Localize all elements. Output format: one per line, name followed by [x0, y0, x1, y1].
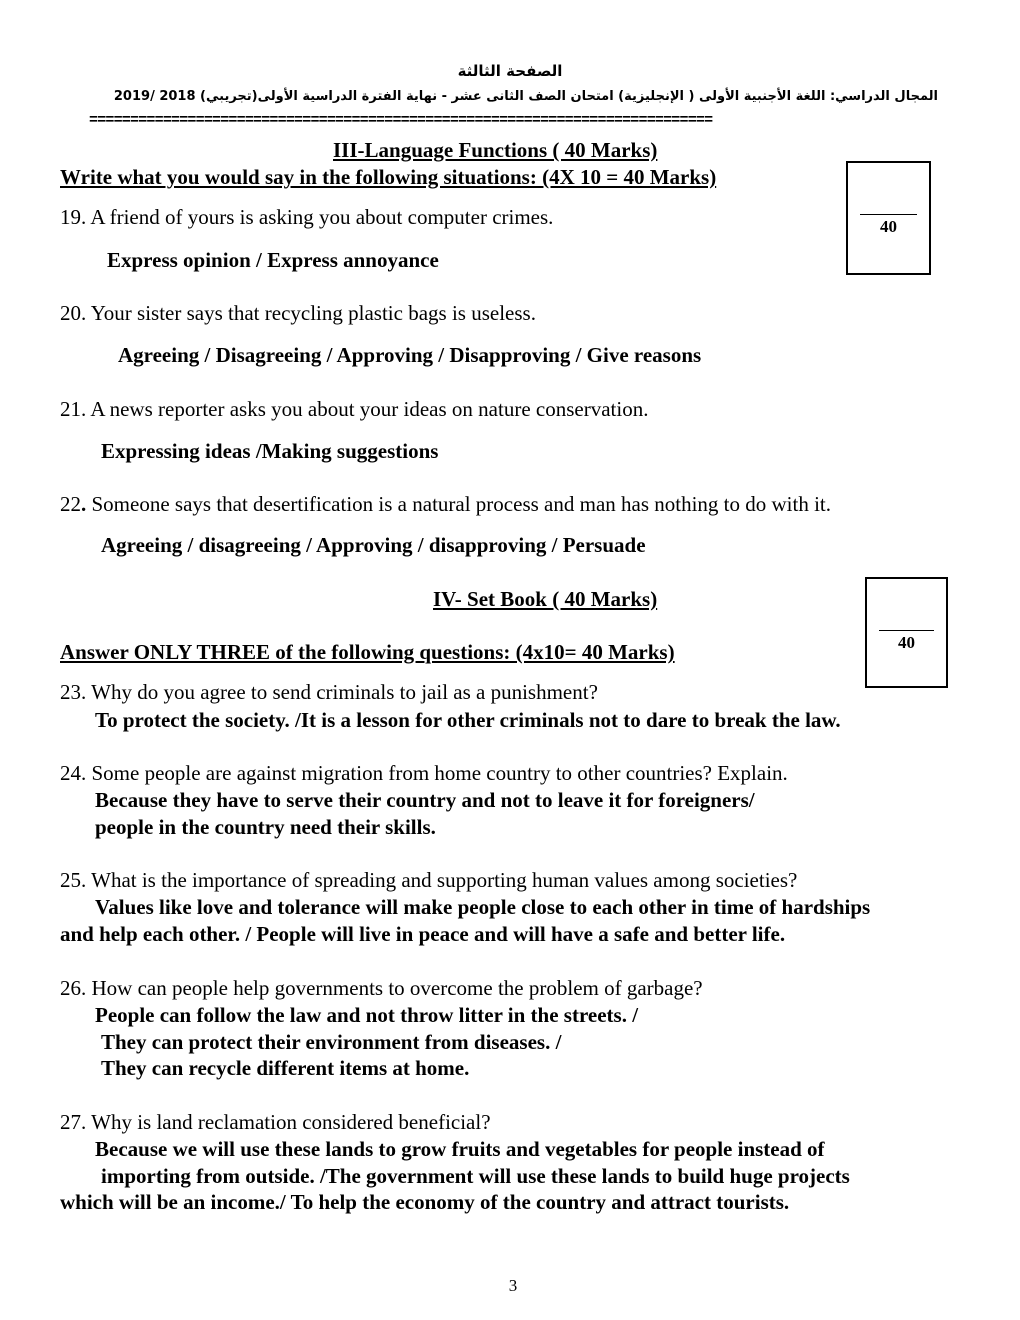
section-3-score-box	[846, 161, 931, 275]
question-27: 27. Why is land reclamation considered beneficial?	[60, 1110, 491, 1134]
section-4-instruction: Answer ONLY THREE of the following questions: (4x10= 40 Marks)	[60, 640, 675, 664]
question-20: 20. Your sister says that recycling plastic bags is useless.	[60, 301, 536, 325]
question-25: 25. What is the importance of spreading and supporting human values among societies?	[60, 868, 798, 892]
question-24: 24. Some people are against migration from home country to other countries? Explain.	[60, 761, 788, 785]
question-22-number: 22	[60, 492, 81, 516]
answer-25-line-2: and help each other. / People will live in peace and will have a safe and better life.	[60, 922, 786, 946]
section-4-title: IV- Set Book ( 40 Marks)	[433, 587, 658, 611]
section-3-score: 40	[860, 214, 917, 237]
question-22	[60, 492, 831, 517]
header-rule: ============================================================================	[89, 112, 713, 129]
answer-26-line-1: People can follow the law and not throw litter in the streets. /	[95, 1003, 639, 1027]
subject-line: المجال الدراسي: اللغة الأجنبية الأولى ( الإنجليزية) امتحان الصف الثانى عشر - نهاية الفترة الدراسية الأولى(تجريبي) 2018 /2019	[113, 89, 938, 104]
question-23: 23. Why do you agree to send criminals to jail as a punishment?	[60, 680, 598, 704]
answer-25-line-1: Values like love and tolerance will make people close to each other in time of hardships	[95, 895, 871, 919]
page-number: 3	[508, 1276, 518, 1295]
section-4-score-box	[865, 577, 948, 688]
page-label: الصفحة الثالثة	[457, 62, 563, 80]
answer-26-line-2: They can protect their environment from diseases. /	[101, 1030, 562, 1054]
question-21: 21. A news reporter asks you about your ideas on nature conservation.	[60, 397, 649, 421]
answer-27-line-3: which will be an income./ To help the economy of the country and attract tourists.	[60, 1190, 790, 1214]
answer-27-line-1: Because we will use these lands to grow fruits and vegetables for people instead of	[95, 1137, 825, 1161]
answer-23: To protect the society. /It is a lesson for other criminals not to dare to break the law.	[95, 708, 841, 732]
answer-27-line-2: importing from outside. /The government will use these lands to build huge projects	[101, 1164, 850, 1188]
answer-26-line-3: They can recycle different items at home.	[101, 1056, 470, 1080]
question-22-text: Someone says that desertification is a natural process and man has nothing to do with it.	[86, 492, 832, 516]
answer-24-line-2: people in the country need their skills.	[95, 815, 436, 839]
answer-19: Express opinion / Express annoyance	[107, 248, 439, 272]
section-3-instruction: Write what you would say in the following situations: (4X 10 = 40 Marks)	[60, 165, 717, 189]
question-22-dot: .	[81, 492, 87, 516]
answer-21: Expressing ideas /Making suggestions	[101, 439, 439, 463]
answer-20: Agreeing / Disagreeing / Approving / Disapproving / Give reasons	[118, 343, 702, 367]
section-4-score: 40	[879, 630, 934, 653]
section-3-title: III-Language Functions ( 40 Marks)	[333, 138, 658, 162]
answer-22: Agreeing / disagreeing / Approving / disapproving / Persuade	[101, 533, 646, 557]
question-26: 26. How can people help governments to overcome the problem of garbage?	[60, 976, 703, 1000]
question-19: 19. A friend of yours is asking you about computer crimes.	[60, 205, 554, 229]
answer-24-line-1: Because they have to serve their country and not to leave it for foreigners/	[95, 788, 755, 812]
